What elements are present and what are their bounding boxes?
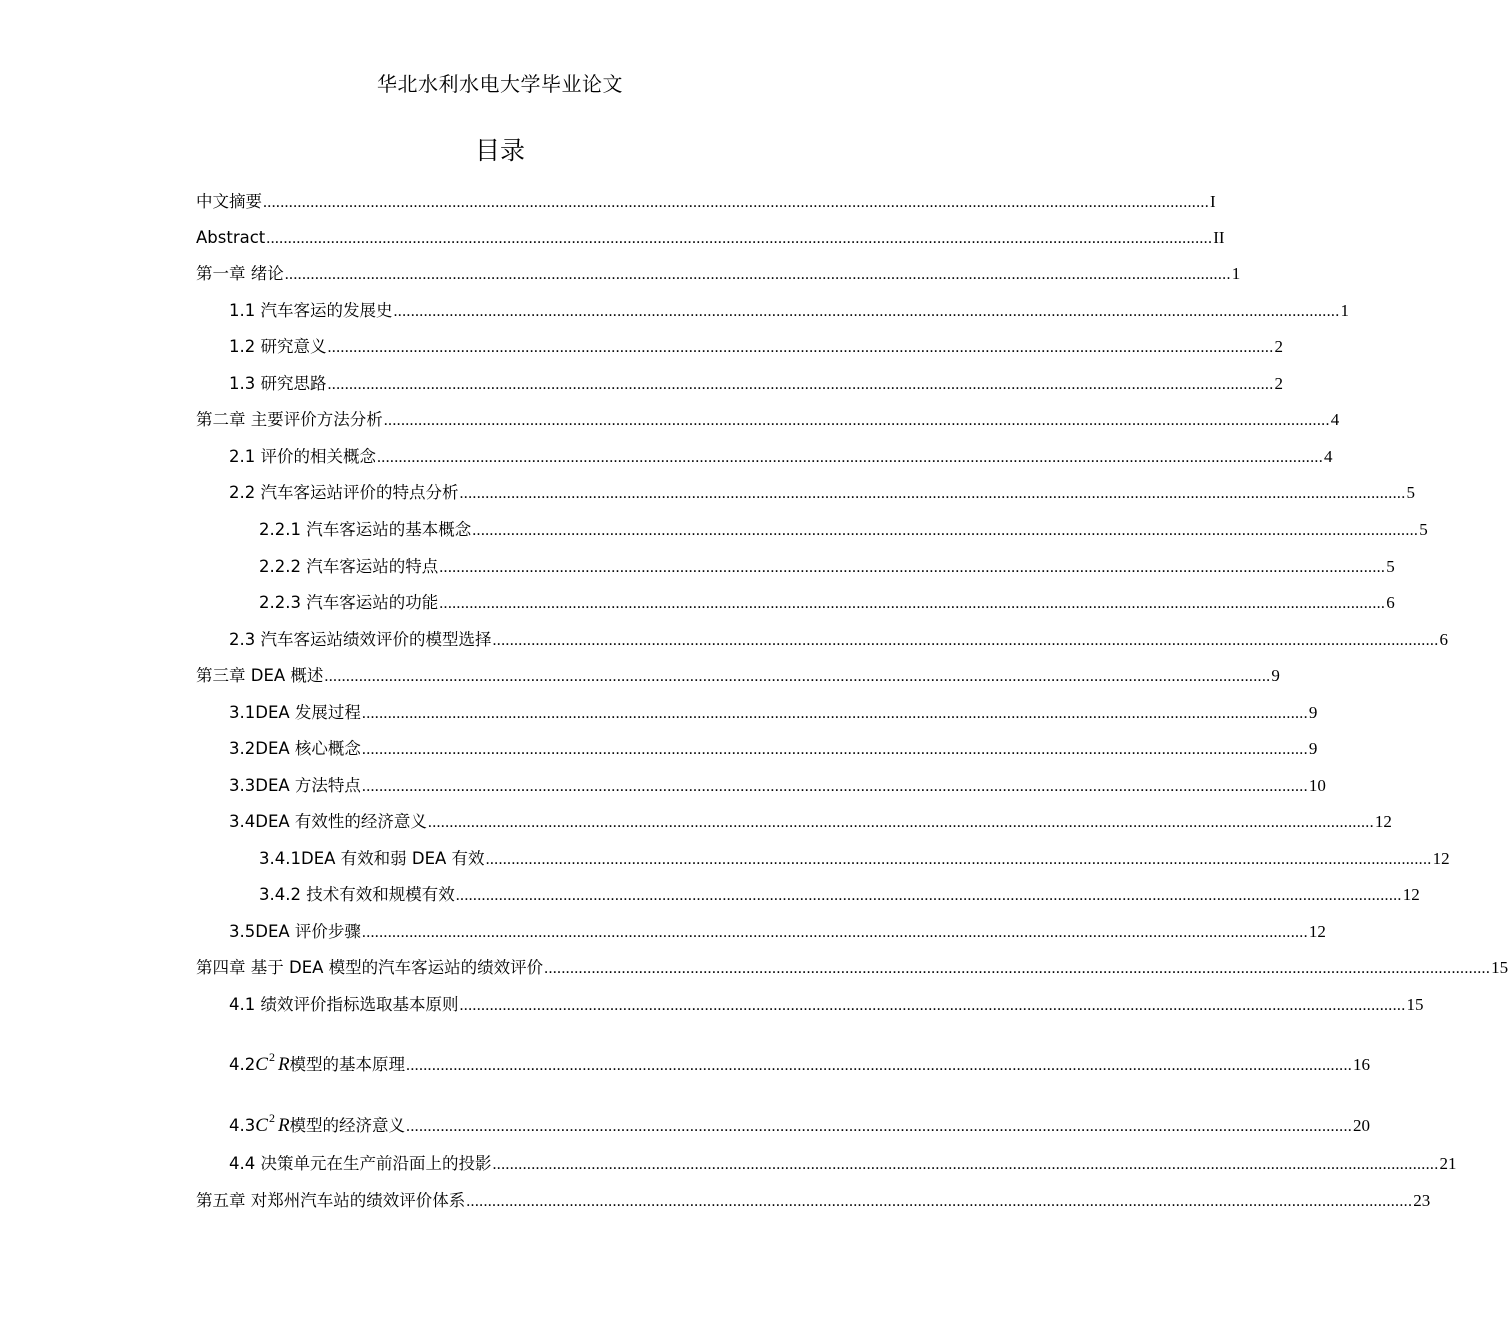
- toc-entry-title: 2.2.1 汽车客运站的基本概念: [259, 520, 472, 539]
- dot-leader: ............................................................................................................................................................................................................................: [327, 376, 1274, 393]
- toc-page-number: II: [1213, 228, 1225, 247]
- toc-entry-title: 第一章 绪论: [196, 264, 284, 283]
- formula-c2r: [255, 1111, 290, 1136]
- toc-entry-title: 第四章 基于 DEA 模型的汽车客运站的绩效评价: [196, 958, 544, 977]
- toc-entry[interactable]: [229, 1151, 1457, 1177]
- toc-entry[interactable]: [196, 189, 1216, 215]
- dot-leader: ............................................................................................................................................................................................................................: [439, 595, 1386, 612]
- formula-base: C: [255, 1115, 268, 1136]
- toc-entry[interactable]: [229, 627, 1448, 653]
- toc-page-number: 12: [1402, 885, 1420, 904]
- toc-entry[interactable]: [196, 1188, 1431, 1214]
- toc-page-number: 9: [1271, 666, 1280, 685]
- toc-entry[interactable]: [229, 992, 1424, 1018]
- toc-page-number: 16: [1353, 1055, 1371, 1074]
- toc-entry-title: 1.1 汽车客运的发展史: [229, 301, 393, 320]
- toc-entry[interactable]: [259, 846, 1450, 872]
- toc-page-number: 6: [1439, 630, 1448, 649]
- toc-page-number: 6: [1386, 593, 1395, 612]
- toc-entry-text: 模型的经济意义: [289, 1116, 406, 1135]
- toc-entry[interactable]: [229, 736, 1318, 762]
- dot-leader: ............................................................................................................................................................................................................................: [263, 194, 1209, 211]
- toc-entry-title: 中文摘要: [196, 192, 262, 211]
- dot-leader: ............................................................................................................................................................................................................................: [492, 632, 1439, 649]
- toc-page-number: 1: [1340, 301, 1349, 320]
- toc-entry-number: 4.3: [229, 1116, 256, 1135]
- dot-leader: ............................................................................................................................................................................................................................: [284, 266, 1231, 283]
- toc-entry-title: [229, 1105, 405, 1139]
- dot-leader: ............................................................................................................................................................................................................................: [427, 814, 1374, 831]
- toc-page-number: 5: [1386, 557, 1395, 576]
- toc-page-number: 2: [1274, 337, 1283, 356]
- dot-leader: ............................................................................................................................................................................................................................: [485, 851, 1432, 868]
- toc-entry-title: 1.2 研究意义: [229, 337, 327, 356]
- toc-entry-title: 3.3DEA 方法特点: [229, 776, 361, 795]
- toc-entry-title: 4.4 决策单元在生产前沿面上的投影: [229, 1154, 492, 1173]
- dot-leader: ............................................................................................................................................................................................................................: [266, 230, 1213, 247]
- dot-leader: ............................................................................................................................................................................................................................: [383, 412, 1330, 429]
- toc-page-number: 4: [1330, 410, 1340, 429]
- toc-page-number: 15: [1491, 958, 1508, 977]
- toc-entry-title: 2.2 汽车客运站评价的特点分析: [229, 483, 459, 502]
- toc-entry-number: 4.2: [229, 1055, 256, 1074]
- toc-entry-title: 第二章 主要评价方法分析: [196, 410, 383, 429]
- dot-leader: ............................................................................................................................................................................................................................: [393, 303, 1340, 320]
- toc-entry[interactable]: [196, 225, 1225, 251]
- toc-entry[interactable]: [229, 371, 1283, 397]
- toc-page-number: 5: [1419, 520, 1428, 539]
- toc-entry-title: 第五章 对郑州汽车站的绩效评价体系: [196, 1191, 466, 1210]
- toc-page-number: 10: [1308, 776, 1326, 795]
- toc-page-number: 5: [1406, 483, 1415, 502]
- toc-entry-title: 1.3 研究思路: [229, 374, 327, 393]
- toc-entry-title: 2.3 汽车客运站绩效评价的模型选择: [229, 630, 492, 649]
- formula-tail: R: [277, 1115, 290, 1136]
- toc-entry[interactable]: [196, 407, 1340, 433]
- toc-entry-title: 2.1 评价的相关概念: [229, 447, 376, 466]
- toc-entry[interactable]: [229, 1105, 1371, 1136]
- toc-entry-title: 3.2DEA 核心概念: [229, 739, 361, 758]
- toc-entry-title: 3.1DEA 发展过程: [229, 703, 361, 722]
- dot-leader: ............................................................................................................................................................................................................................: [406, 1118, 1353, 1135]
- page-title: 目录: [474, 136, 525, 165]
- dot-leader: ............................................................................................................................................................................................................................: [459, 997, 1406, 1014]
- toc-page-number: 9: [1308, 703, 1318, 722]
- toc-entry-title: 3.4.1DEA 有效和弱 DEA 有效: [259, 849, 485, 868]
- toc-entry[interactable]: [196, 261, 1241, 287]
- toc-page-number: 12: [1432, 849, 1450, 868]
- dot-leader: ............................................................................................................................................................................................................................: [544, 960, 1491, 977]
- toc-entry[interactable]: [229, 334, 1283, 360]
- toc-entry-title: [229, 1044, 405, 1078]
- dot-leader: ............................................................................................................................................................................................................................: [455, 887, 1402, 904]
- dot-leader: ............................................................................................................................................................................................................................: [361, 778, 1308, 795]
- toc-entry[interactable]: [229, 1044, 1371, 1075]
- toc-entry[interactable]: [259, 590, 1395, 616]
- dot-leader: ............................................................................................................................................................................................................................: [406, 1057, 1353, 1074]
- toc-entry[interactable]: [259, 517, 1428, 543]
- formula-superscript: 2: [268, 1111, 275, 1125]
- toc-entry-title: 3.4DEA 有效性的经济意义: [229, 812, 427, 831]
- document-header: 华北水利水电大学毕业论文: [377, 72, 623, 96]
- dot-leader: ............................................................................................................................................................................................................................: [492, 1156, 1439, 1173]
- toc-page-number: I: [1210, 192, 1216, 211]
- toc-page-number: 2: [1274, 374, 1283, 393]
- toc-entry-title: 4.1 绩效评价指标选取基本原则: [229, 995, 459, 1014]
- toc-entry-title: Abstract: [196, 228, 266, 247]
- toc-entry[interactable]: [229, 480, 1415, 506]
- toc-entry-title: 3.5DEA 评价步骤: [229, 922, 361, 941]
- toc-page-number: 23: [1413, 1191, 1431, 1210]
- toc-entry[interactable]: [229, 700, 1318, 726]
- toc-page-number: 12: [1374, 812, 1392, 831]
- toc-page-number: 20: [1353, 1116, 1371, 1135]
- dot-leader: ............................................................................................................................................................................................................................: [327, 339, 1274, 356]
- dot-leader: ............................................................................................................................................................................................................................: [377, 449, 1323, 466]
- toc-entry-title: 第三章 DEA 概述: [196, 666, 324, 685]
- toc-page-number: 1: [1231, 264, 1241, 283]
- toc-page-number: 9: [1308, 739, 1318, 758]
- formula-base: C: [255, 1054, 268, 1075]
- dot-leader: ............................................................................................................................................................................................................................: [361, 741, 1308, 758]
- toc-page-number: 4: [1324, 447, 1333, 466]
- formula-c2r: [255, 1050, 290, 1075]
- toc-entry-title: 3.4.2 技术有效和规模有效: [259, 885, 455, 904]
- dot-leader: ............................................................................................................................................................................................................................: [324, 668, 1271, 685]
- toc-page-number: 12: [1308, 922, 1326, 941]
- dot-leader: ............................................................................................................................................................................................................................: [472, 522, 1419, 539]
- toc-entry[interactable]: [196, 663, 1280, 689]
- toc-entry-title: 2.2.3 汽车客运站的功能: [259, 593, 439, 612]
- toc-entry[interactable]: [259, 554, 1395, 580]
- dot-leader: ............................................................................................................................................................................................................................: [466, 1193, 1413, 1210]
- dot-leader: ............................................................................................................................................................................................................................: [439, 559, 1386, 576]
- toc-entry[interactable]: [229, 809, 1392, 835]
- toc-entry[interactable]: [196, 955, 1508, 981]
- toc-entry[interactable]: [229, 444, 1333, 470]
- toc-page-number: 21: [1439, 1154, 1457, 1173]
- toc-entry-text: 模型的基本原理: [289, 1055, 406, 1074]
- toc-entry[interactable]: [259, 882, 1420, 908]
- toc-entry[interactable]: [229, 919, 1326, 945]
- dot-leader: ............................................................................................................................................................................................................................: [361, 924, 1308, 941]
- toc-entry[interactable]: [229, 298, 1349, 324]
- formula-superscript: 2: [268, 1050, 275, 1064]
- toc-page-number: 15: [1406, 995, 1424, 1014]
- dot-leader: ............................................................................................................................................................................................................................: [459, 485, 1406, 502]
- dot-leader: ............................................................................................................................................................................................................................: [361, 705, 1308, 722]
- toc-entry[interactable]: [229, 773, 1326, 799]
- toc-entry-title: 2.2.2 汽车客运站的特点: [259, 557, 439, 576]
- formula-tail: R: [277, 1054, 290, 1075]
